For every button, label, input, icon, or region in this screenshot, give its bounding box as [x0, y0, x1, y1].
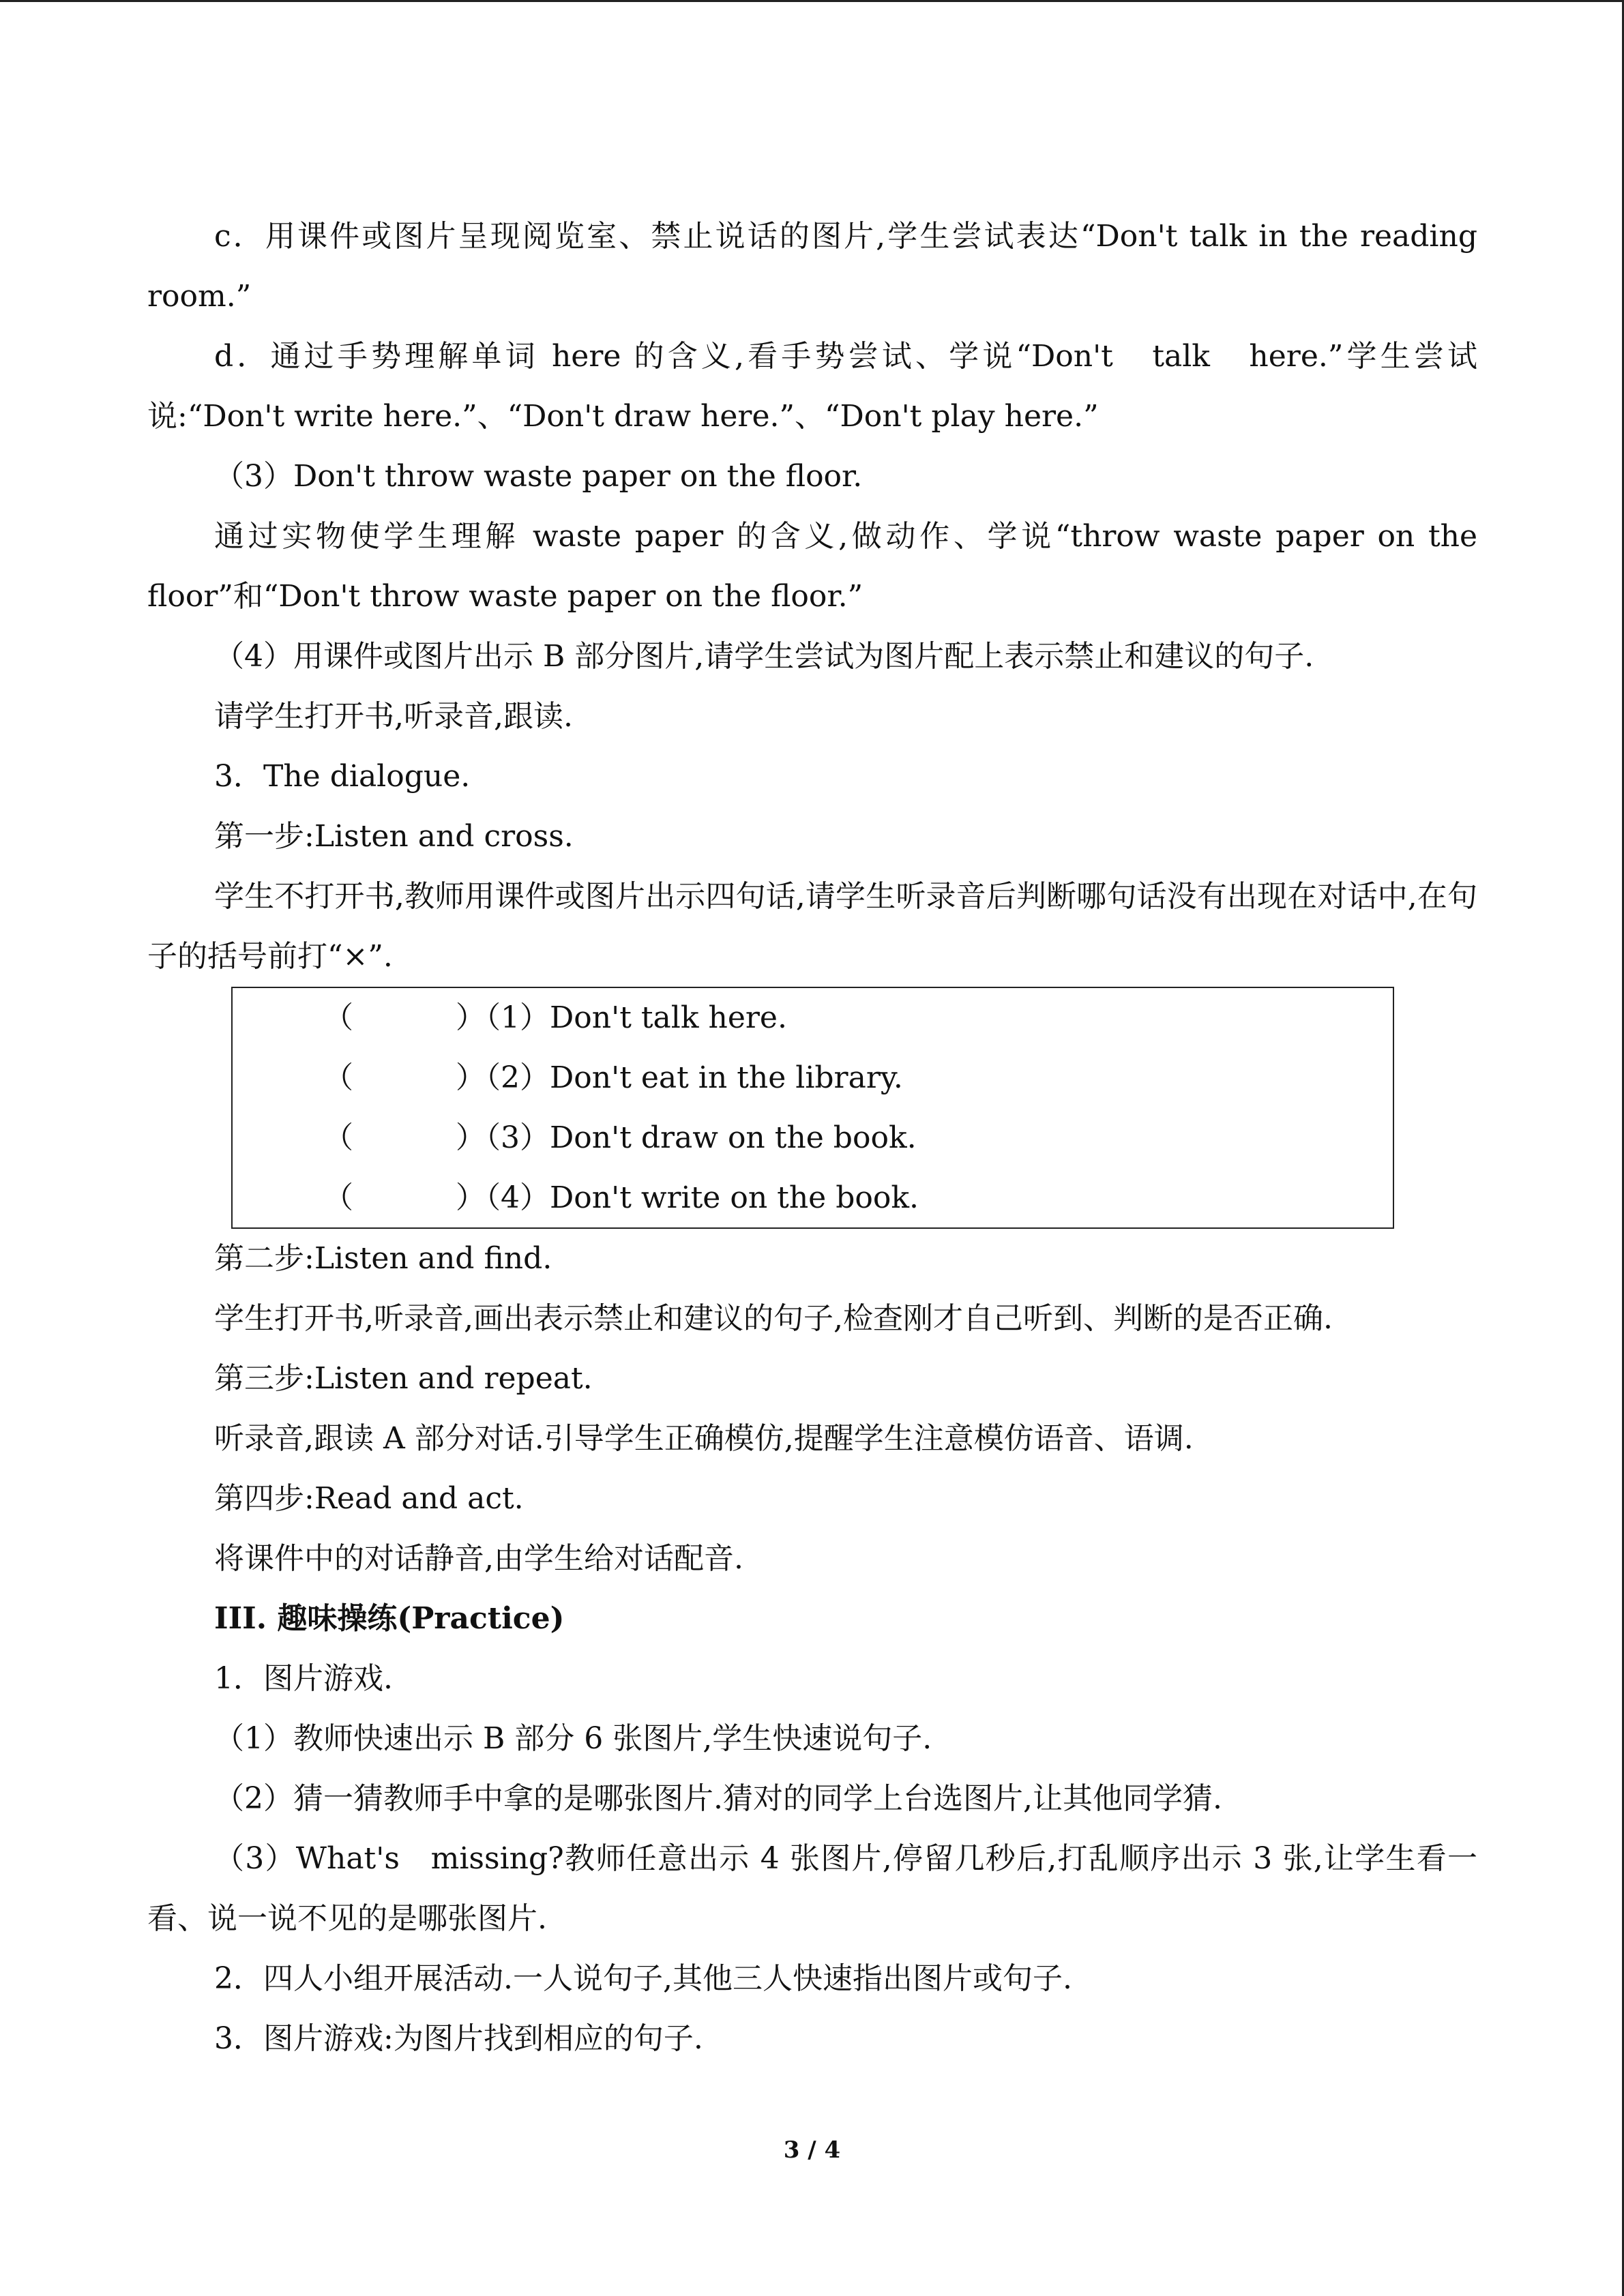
step-1-instructions: 学生不打开书,教师用课件或图片出示四句话,请学生听录音后判断哪句话没有出现在对话中,在句子的括号前打“×”. [147, 879, 1477, 974]
practice-item-2: 2．四人小组开展活动.一人说句子,其他三人快速指出图片或句子. [214, 1961, 1072, 1996]
page-content [147, 207, 1487, 2069]
paragraph-c: c．用课件或图片呈现阅览室、禁止说话的图片,学生尝试表达“Don't talk in the reading room.” [147, 219, 1487, 314]
open-paren: （ [323, 1120, 353, 1155]
paragraph-open-book: 请学生打开书,听录音,跟读. [214, 699, 573, 734]
exercise-item-text: ）（4）Don't write on the book. [456, 1180, 919, 1215]
practice-item-1-3: （3）What's missing?教师任意出示 4 张图片,停留几秒后,打乱顺序出示 3 张,让学生看一看、说一说不见的是哪张图片. [147, 1841, 1477, 1936]
exercise-box [231, 987, 1394, 1229]
paragraph-d: d．通过手势理解单词 here 的含义,看手势尝试、学说“Don't talk here.”学生尝试说:“Don't write here.”、“Don't draw here.”、“Don't play here.” [147, 339, 1477, 434]
paragraph-item-4: （4）用课件或图片出示 B 部分图片,请学生尝试为图片配上表示禁止和建议的句子. [214, 639, 1314, 674]
step-3-instructions: 听录音,跟读 A 部分对话.引导学生正确模仿,提醒学生注意模仿语音、语调. [214, 1421, 1194, 1456]
step-4-instructions: 将课件中的对话静音,由学生给对话配音. [214, 1541, 743, 1576]
exercise-item [233, 1108, 1393, 1168]
section-practice-heading: III. 趣味操练(Practice) [214, 1601, 565, 1636]
page-number: 3 / 4 [783, 2136, 841, 2164]
practice-item-1-1: （1）教师快速出示 B 部分 6 张图片,学生快速说句子. [214, 1721, 932, 1756]
exercise-item-text: ）（3）Don't draw on the book. [456, 1120, 917, 1155]
paragraph-waste-paper: 通过实物使学生理解 waste paper 的含义,做动作、学说“throw waste paper on the floor”和“Don't throw waste paper on the floor.” [147, 519, 1487, 614]
open-paren: （ [323, 1180, 353, 1215]
step-4-heading: 第四步:Read and act. [214, 1481, 524, 1516]
step-1-heading: 第一步:Listen and cross. [214, 819, 574, 854]
step-2-heading: 第二步:Listen and find. [214, 1241, 552, 1276]
exercise-item [233, 1048, 1393, 1108]
step-2-instructions: 学生打开书,听录音,画出表示禁止和建议的句子,检查刚才自己听到、判断的是否正确. [214, 1301, 1333, 1336]
step-3-heading: 第三步:Listen and repeat. [214, 1361, 593, 1396]
practice-item-1-2: （2）猜一猜教师手中拿的是哪张图片.猜对的同学上台选图片,让其他同学猜. [214, 1781, 1222, 1816]
paragraph-item-3: （3）Don't throw waste paper on the floor. [214, 459, 863, 494]
open-paren: （ [323, 1000, 353, 1035]
practice-item-3: 3．图片游戏:为图片找到相应的句子. [214, 2021, 703, 2056]
open-paren: （ [323, 1060, 353, 1095]
practice-item-1: 1．图片游戏. [214, 1661, 393, 1696]
exercise-item-text: ）（2）Don't eat in the library. [456, 1060, 903, 1095]
section-dialogue: 3．The dialogue. [214, 759, 471, 794]
exercise-item [233, 988, 1393, 1048]
exercise-item [233, 1168, 1393, 1228]
exercise-item-text: ）（1）Don't talk here. [456, 1000, 787, 1035]
